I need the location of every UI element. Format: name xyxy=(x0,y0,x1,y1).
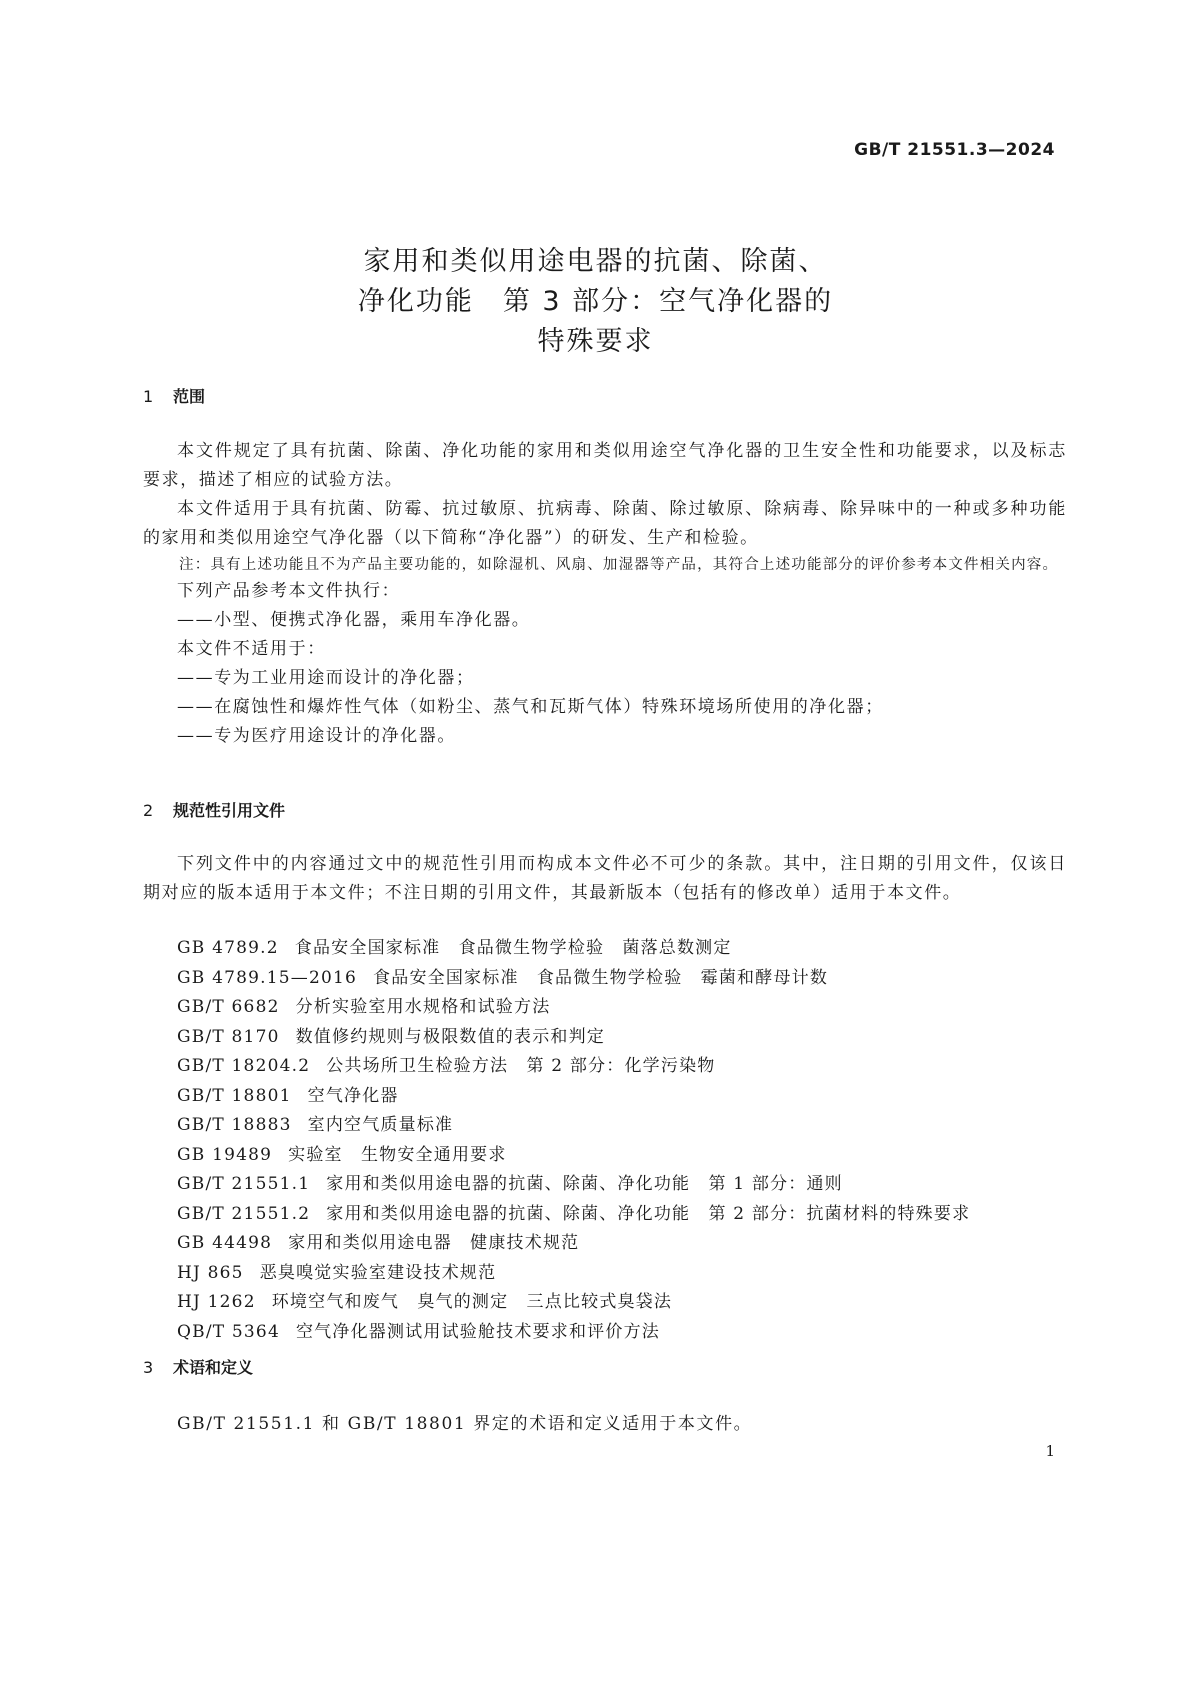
reference-list xyxy=(143,934,1067,1347)
title-line-2: 净化功能 第 3 部分：空气净化器的 xyxy=(357,286,834,317)
reference-entry xyxy=(143,1288,1067,1318)
terms-paragraph: GB/T 21551.1 和 GB/T 18801 界定的术语和定义适用于本文件。 xyxy=(177,1414,753,1434)
note-label: 注： xyxy=(179,557,211,573)
reference-title: 室内空气质量标准 xyxy=(307,1115,454,1135)
reference-code: GB/T 18801 xyxy=(177,1085,292,1106)
scope-paragraph-2: 本文件适用于具有抗菌、防霉、抗过敏原、抗病毒、除菌、除过敏原、除病毒、除异味中的一种或多种功能的家用和类似用途空气净化器（以下简称“净化器”）的研发、生产和检验。 xyxy=(143,499,1067,548)
reference-entry xyxy=(143,1259,1067,1289)
reference-entry xyxy=(143,1141,1067,1171)
section-1-heading xyxy=(143,384,205,407)
reference-title: 环境空气和废气 臭气的测定 三点比较式臭袋法 xyxy=(271,1292,673,1312)
reference-code: GB/T 8170 xyxy=(177,1026,280,1047)
reference-title: 食品安全国家标准 食品微生物学检验 霉菌和酵母计数 xyxy=(373,967,829,988)
section-3-heading xyxy=(143,1355,253,1378)
reference-entry xyxy=(143,1023,1067,1053)
reference-entry xyxy=(143,1318,1067,1348)
section-3-body xyxy=(143,1410,1067,1439)
exclusion-item: ——专为工业用途而设计的净化器； xyxy=(177,668,475,688)
reference-entry xyxy=(143,964,1067,994)
reference-title: 恶臭嗅觉实验室建设技术规范 xyxy=(259,1262,497,1283)
reference-title: 家用和类似用途电器的抗菌、除菌、净化功能 第 1 部分：通则 xyxy=(326,1174,843,1194)
section-3-title: 术语和定义 xyxy=(173,1358,254,1377)
section-2-title: 规范性引用文件 xyxy=(173,801,286,820)
standard-code: GB/T 21551.3—2024 xyxy=(854,140,1055,160)
reference-code: GB 44498 xyxy=(177,1233,273,1253)
reference-entry xyxy=(143,1052,1067,1082)
note-text: 具有上述功能且不为产品主要功能的，如除湿机、风扇、加湿器等产品，其符合上述功能部分的评价参考本文件相关内容。 xyxy=(210,557,1059,573)
reference-title: 公共场所卫生检验方法 第 2 部分：化学污染物 xyxy=(326,1056,716,1076)
scope-note xyxy=(143,553,1067,577)
title-line-3: 特殊要求 xyxy=(537,326,654,357)
reference-code: GB/T 18204.2 xyxy=(177,1056,311,1076)
reference-code: GB 4789.15—2016 xyxy=(177,967,358,988)
reference-intro: 下列产品参考本文件执行： xyxy=(177,581,401,601)
reference-entry xyxy=(143,1170,1067,1200)
reference-code: GB/T 18883 xyxy=(177,1115,292,1135)
section-3-number: 3 xyxy=(143,1358,154,1377)
reference-entry xyxy=(143,1200,1067,1230)
section-2-heading xyxy=(143,798,285,821)
reference-title: 分析实验室用水规格和试验方法 xyxy=(295,997,551,1017)
section-2-number: 2 xyxy=(143,801,154,820)
reference-entry xyxy=(143,1082,1067,1112)
normative-references-paragraph: 下列文件中的内容通过文中的规范性引用而构成本文件必不可少的条款。其中，注日期的引用文件，仅该日期对应的版本适用于本文件；不注日期的引用文件，其最新版本（包括有的修改单）适用于本文件。 xyxy=(143,854,1067,903)
section-1-title: 范围 xyxy=(173,387,206,406)
scope-paragraph-1: 本文件规定了具有抗菌、除菌、净化功能的家用和类似用途空气净化器的卫生安全性和功能要求，以及标志要求，描述了相应的试验方法。 xyxy=(143,441,1067,490)
section-1-body xyxy=(143,437,1067,751)
reference-title: 数值修约规则与极限数值的表示和判定 xyxy=(295,1026,606,1047)
reference-entry xyxy=(143,1111,1067,1141)
reference-code: GB/T 21551.1 xyxy=(177,1174,311,1194)
section-1-number: 1 xyxy=(143,387,154,406)
reference-code: QB/T 5364 xyxy=(177,1321,280,1342)
reference-title: 家用和类似用途电器 健康技术规范 xyxy=(288,1233,580,1253)
exclusion-item: ——专为医疗用途设计的净化器。 xyxy=(177,726,456,746)
title-line-1: 家用和类似用途电器的抗菌、除菌、 xyxy=(363,246,828,277)
exclusion-intro: 本文件不适用于： xyxy=(177,639,326,659)
reference-entry xyxy=(143,993,1067,1023)
reference-code: GB/T 21551.2 xyxy=(177,1203,311,1224)
reference-code: GB 19489 xyxy=(177,1144,273,1165)
reference-entry xyxy=(143,934,1067,964)
reference-title: 实验室 生物安全通用要求 xyxy=(288,1144,507,1165)
page-number: 1 xyxy=(1045,1442,1055,1460)
reference-title: 食品安全国家标准 食品微生物学检验 菌落总数测定 xyxy=(294,938,732,958)
reference-title: 空气净化器 xyxy=(307,1085,399,1106)
exclusion-item: ——在腐蚀性和爆炸性气体（如粉尘、蒸气和瓦斯气体）特殊环境场所使用的净化器； xyxy=(177,697,884,717)
reference-code: GB/T 6682 xyxy=(177,997,280,1017)
reference-code: HJ 865 xyxy=(177,1262,244,1283)
reference-entry xyxy=(143,1229,1067,1259)
reference-title: 家用和类似用途电器的抗菌、除菌、净化功能 第 2 部分：抗菌材料的特殊要求 xyxy=(326,1203,971,1224)
reference-title: 空气净化器测试用试验舱技术要求和评价方法 xyxy=(295,1321,660,1342)
reference-item: ——小型、便携式净化器，乘用车净化器。 xyxy=(177,610,531,630)
section-2-body xyxy=(143,850,1067,908)
reference-code: HJ 1262 xyxy=(177,1292,256,1312)
document-title xyxy=(0,242,1191,362)
reference-code: GB 4789.2 xyxy=(177,938,279,958)
